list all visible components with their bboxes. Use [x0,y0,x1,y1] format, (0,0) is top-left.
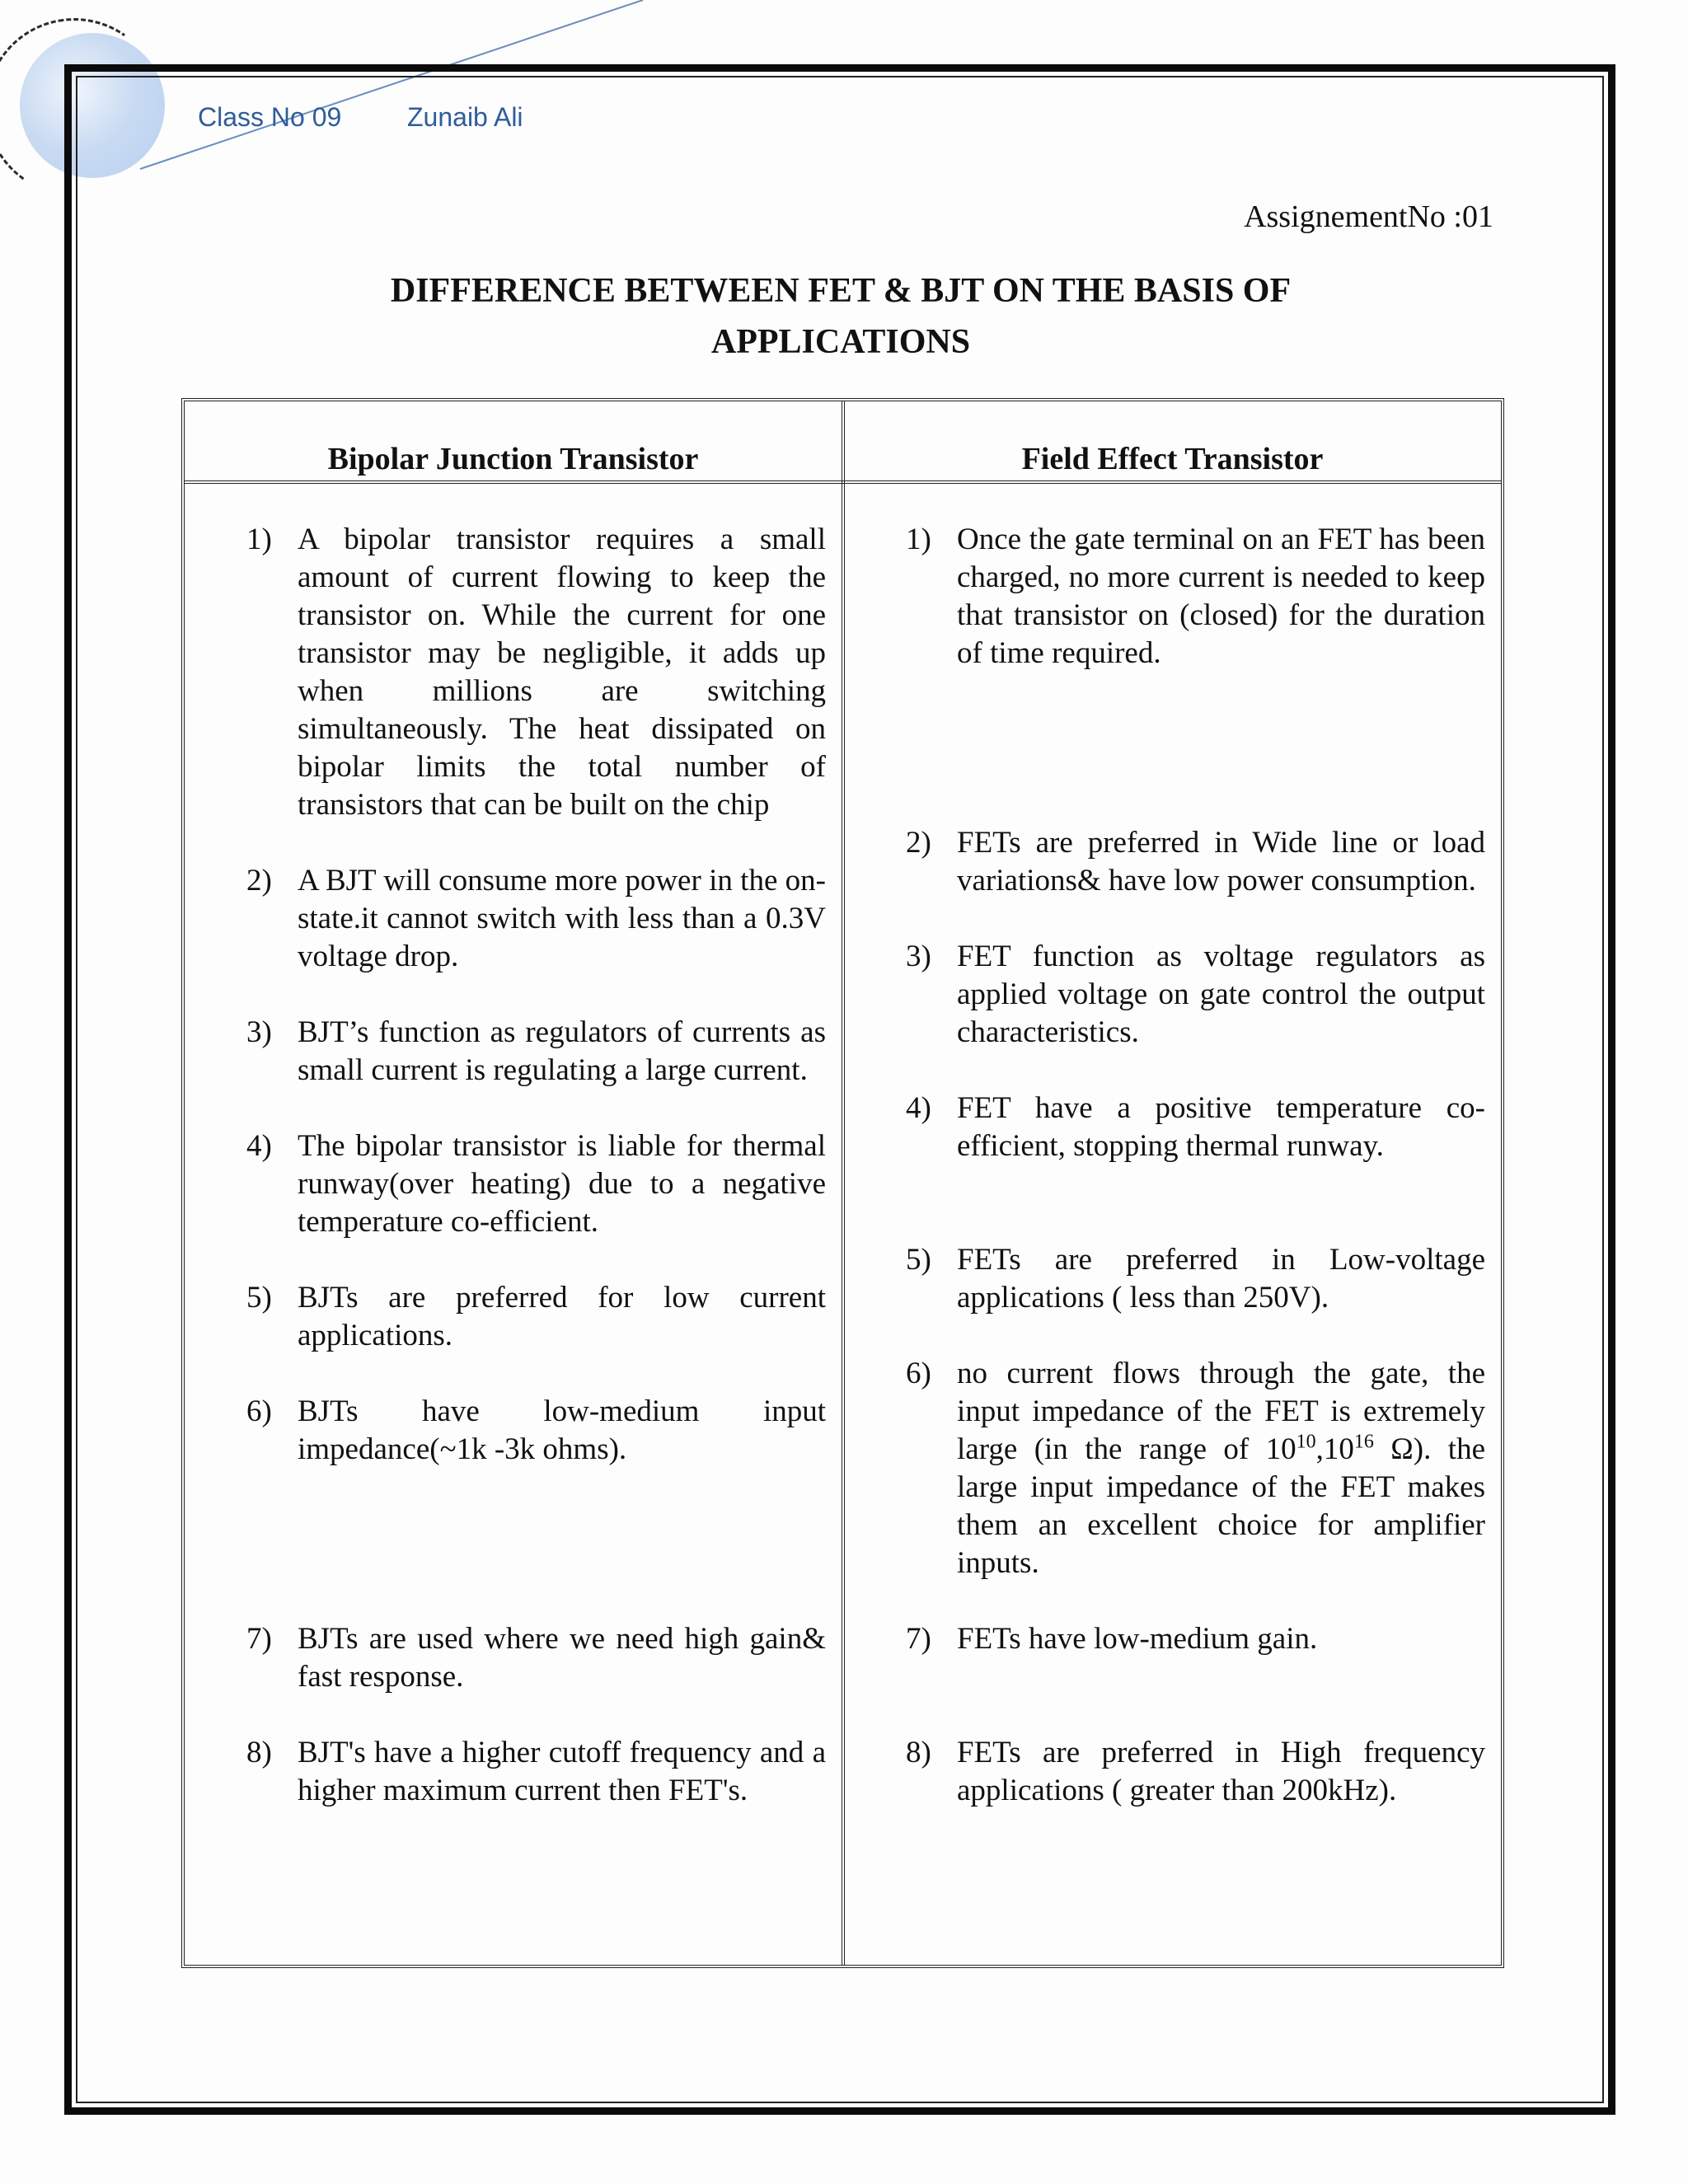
bjt-item [246,1127,826,1241]
bjt-item [246,1014,826,1090]
fet-item [906,1620,1485,1658]
item-number: 2) [246,864,272,898]
item-number: 3) [246,1015,272,1049]
fet-item [906,1090,1485,1165]
bjt-item [246,1620,826,1696]
title-line-2: APPLICATIONS [710,323,971,361]
fet-item [906,521,1485,673]
document-title [247,265,1434,368]
item-text: FETs are preferred in High frequency applications ( greater than 200kHz). [957,1736,1485,1807]
fet-item [906,1734,1485,1810]
item-number: 8) [246,1736,272,1769]
item-number: 7) [246,1622,272,1656]
item-number: 4) [906,1091,931,1125]
item-text: BJT’s function as regulators of currents as small current is regulating a large current. [298,1015,826,1087]
item-text: BJT's have a higher cutoff frequency and a higher maximum current then FET's. [298,1736,826,1807]
item-number: 8) [906,1736,931,1769]
bjt-item [246,1393,826,1469]
fet-item [906,1355,1485,1582]
item-text: FETs are preferred in Wide line or load variations& have low power consumption. [957,826,1485,898]
item-number: 1) [906,523,931,556]
bjt-list [246,521,826,1848]
bjt-column-header: Bipolar Junction Transistor [327,442,699,476]
fet-item [906,1241,1485,1317]
exponent-10: 10 [1296,1431,1316,1453]
item-text [957,1355,1485,1582]
item-text: BJTs are used where we need high gain& fast response. [298,1622,826,1694]
fet-column-header: Field Effect Transistor [1021,442,1324,476]
item-text: BJTs are preferred for low current applications. [298,1281,826,1352]
item-number: 3) [906,940,931,973]
item-text: A BJT will consume more power in the on- state.it cannot switch with less than a 0.3V voltage drop. [298,864,826,973]
item-text: FET have a positive temperature co-efficient, stopping thermal runway. [957,1091,1485,1163]
comparison-table [181,398,1504,1968]
item-number: 1) [246,523,272,556]
title-line-1: DIFFERENCE BETWEEN FET & BJT ON THE BASIS OF [390,272,1292,310]
item-text: FETs have low-medium gain. [957,1622,1318,1656]
item-number: 7) [906,1622,931,1656]
item-number: 5) [246,1281,272,1315]
impedance-text-start: no current flows through the gate, the input impedance of the FET is extremely large (in the range of 10 [957,1357,1485,1466]
item-number: 6) [246,1394,272,1428]
item-number: 5) [906,1243,931,1277]
exponent-16: 16 [1353,1431,1374,1453]
impedance-text-mid: ,10 [1315,1432,1354,1466]
student-name: Zunaib Ali [407,102,523,132]
fet-list [906,521,1485,1848]
item-text: A bipolar transistor requires a small amount of current flowing to keep the transistor on. While the current for one transistor may be negligible, it adds up when millions are switching simultaneously. The heat dissipated on bipolar limits the total number of transistors that can be built on the chip [298,523,826,822]
item-number: 6) [906,1357,931,1390]
class-number: Class No 09 [198,102,342,132]
bjt-item [246,1279,826,1355]
item-text: BJTs have low-medium input impedance(~1k -3k ohms). [298,1394,826,1466]
impedance-text-end: Ω). the large input impedance of the FET makes them an excellent choice for amplifier inputs. [957,1432,1485,1580]
bjt-item [246,1734,826,1810]
item-text: FET function as voltage regulators as applied voltage on gate control the output characteristics. [957,940,1485,1049]
fet-item [906,938,1485,1052]
item-text: Once the gate terminal on an FET has been charged, no more current is needed to keep that transistor on (closed) for the duration of time required. [957,523,1485,670]
bjt-item [246,521,826,824]
assignment-number: AssignementNo :01 [1244,199,1493,234]
item-text: FETs are preferred in Low-voltage applications ( less than 250V). [957,1243,1485,1315]
item-number: 2) [906,826,931,860]
column-divider [842,401,845,1965]
item-text: The bipolar transistor is liable for thermal runway(over heating) due to a negative temperature co-efficient. [298,1129,826,1239]
item-number: 4) [246,1129,272,1163]
fet-item [906,824,1485,900]
bjt-item [246,862,826,976]
header-divider [185,480,1501,484]
